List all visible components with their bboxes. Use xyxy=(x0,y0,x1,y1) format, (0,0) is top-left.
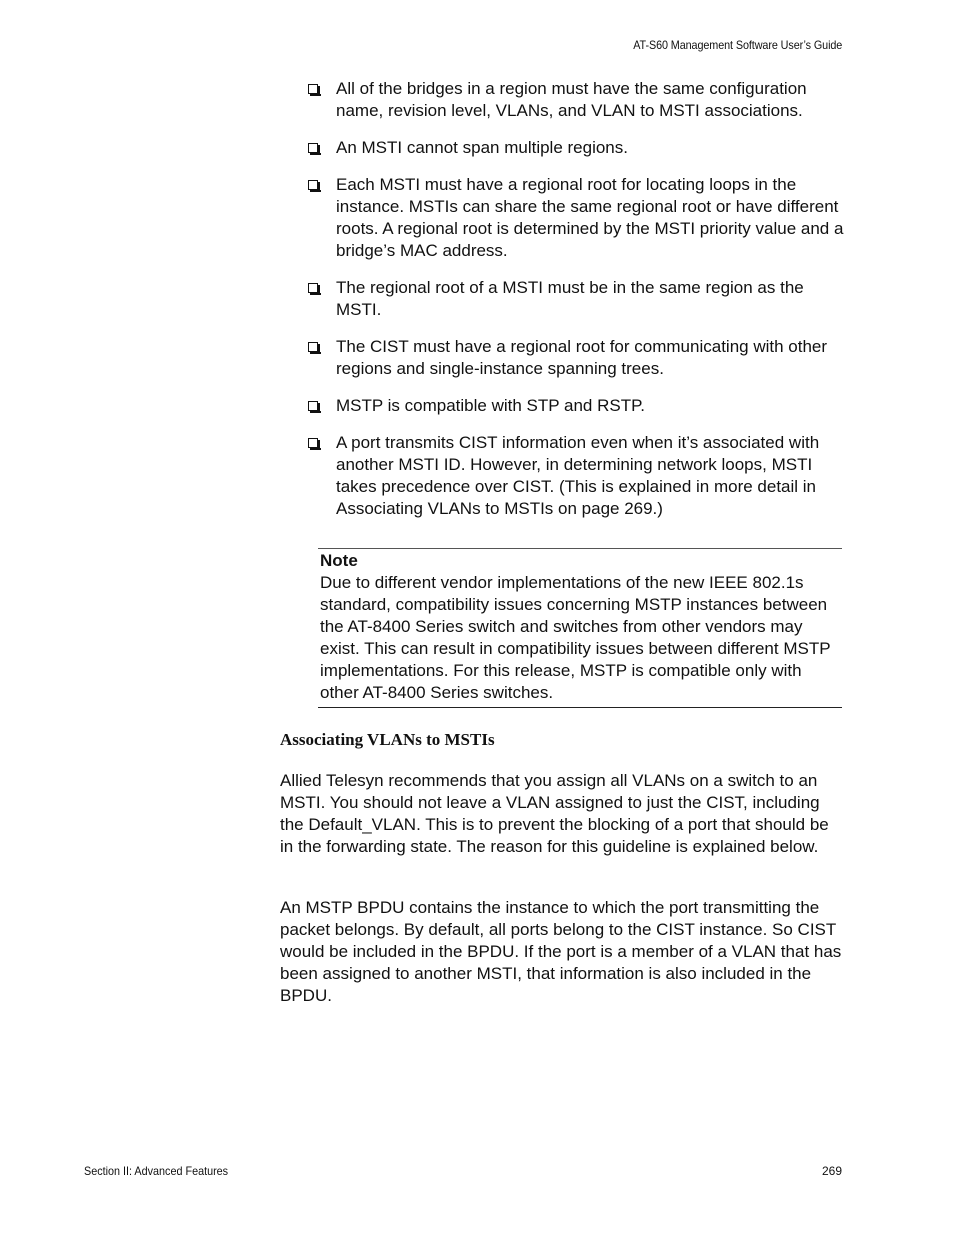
list-item-text: MSTP is compatible with STP and RSTP. xyxy=(336,396,645,415)
list-item xyxy=(306,137,846,159)
checkbox-bullet-icon xyxy=(308,84,318,94)
page-number: 269 xyxy=(821,1164,842,1178)
list-item-text: The regional root of a MSTI must be in the same region as the MSTI. xyxy=(336,278,804,319)
footer-section-label: Section II: Advanced Features xyxy=(84,1164,229,1178)
checkbox-bullet-icon xyxy=(308,283,318,293)
list-item-text: A port transmits CIST information even when it’s associated with another MSTI ID. However, in determining network loops, MSTI takes precedence over CIST. (This is explained in more detail in Associating VLANs to MSTIs on page 269.) xyxy=(336,433,820,518)
checkbox-bullet-icon xyxy=(308,180,318,190)
list-item-text: The CIST must have a regional root for communicating with other regions and single-instance spanning trees. xyxy=(336,337,828,378)
rule-list xyxy=(306,78,846,535)
body-paragraph: An MSTP BPDU contains the instance to which the port transmitting the packet belongs. By default, all ports belong to the CIST instance. So CIST would be included in the BPDU. If the port is a member of a VLAN that has been assigned to another MSTI, that information is also included in the BPDU. xyxy=(280,898,842,1005)
list-item-text: All of the bridges in a region must have the same configuration name, revision level, VLANs, and VLAN to MSTI associations. xyxy=(336,79,807,120)
list-item xyxy=(306,432,846,520)
checkbox-bullet-icon xyxy=(308,342,318,352)
note-body: Due to different vendor implementations of the new IEEE 802.1s standard, compatibility issues concerning MSTP instances between the AT-8400 Series switch and switches from other vendors may exist. This can result in compatibility issues between different MSTP implementations. For this release, MSTP is compatible only with other AT-8400 Series switches. xyxy=(320,573,831,702)
checkbox-bullet-icon xyxy=(308,438,318,448)
list-item xyxy=(306,78,846,122)
body-paragraph: Allied Telesyn recommends that you assign all VLANs on a switch to an MSTI. You should not leave a VLAN assigned to just the CIST, including the Default_VLAN. This is to prevent the blocking of a port that should be in the forwarding state. The reason for this guideline is explained below. xyxy=(280,771,829,856)
section-heading: Associating VLANs to MSTIs xyxy=(280,730,495,749)
list-item xyxy=(306,336,846,380)
list-item xyxy=(306,277,846,321)
list-item xyxy=(306,395,846,417)
checkbox-bullet-icon xyxy=(308,143,318,153)
list-item xyxy=(306,174,846,262)
checkbox-bullet-icon xyxy=(308,401,318,411)
list-item-text: Each MSTI must have a regional root for locating loops in the instance. MSTIs can share the same regional root or have different roots. A regional root is determined by the MSTI priority value and a bridge’s MAC address. xyxy=(336,175,844,260)
note-box xyxy=(318,548,842,708)
list-item-text: An MSTI cannot span multiple regions. xyxy=(336,138,628,157)
note-title: Note xyxy=(320,551,358,570)
running-header: AT-S60 Management Software User’s Guide xyxy=(633,38,842,52)
